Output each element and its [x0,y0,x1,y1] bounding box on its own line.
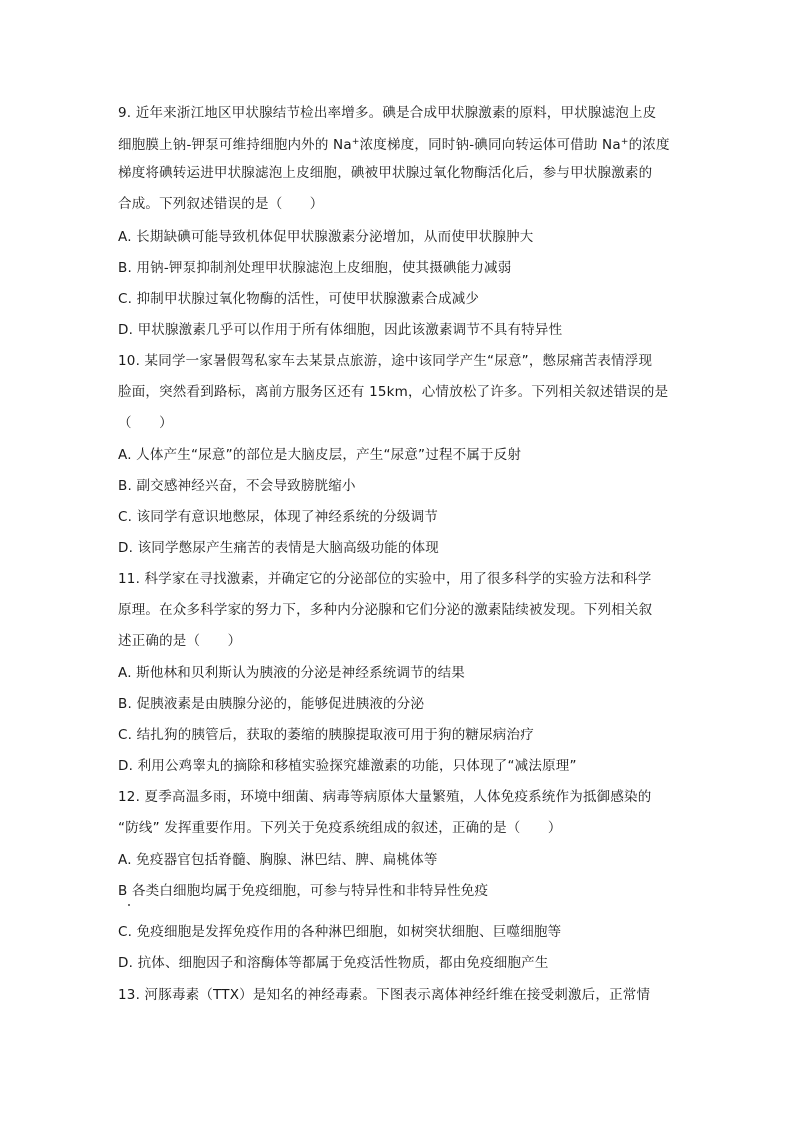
q9-option-b: B. 用钠-钾泵抑制剂处理甲状腺滤泡上皮细胞，使其摄碘能力减弱 [118,260,512,276]
q9-stem-line-3: 梯度将碘转运进甲状腺滤泡上皮细胞，碘被甲状腺过氧化物酶活化后，参与甲状腺激素的 [118,165,653,181]
q9-stem-line-2 [118,132,670,155]
q10-option-c: C. 该同学有意识地憋尿，体现了神经系统的分级调节 [118,509,439,525]
q9-stem-line-4: 合成。下列叙述错误的是（ ） [118,196,324,212]
stray-dot-mark [128,904,130,906]
q10-stem-line-2: 脸面，突然看到路标，离前方服务区还有 15km，心情放松了许多。下列相关叙述错误的是 [118,384,669,400]
q9-stem-line-2-part-1: 细胞膜上钠-钾泵可维持细胞内外的 Na [118,137,352,153]
q9-stem-line-2-part-2: 浓度梯度，同时钠-碘同向转运体可借助 Na [359,137,621,153]
sodium-charge-superscript-2: + [620,137,629,147]
q9-stem-line-2-part-3: 的浓度 [628,137,670,153]
q9-stem-line-1: 9. 近年来浙江地区甲状腺结节检出率增多。碘是合成甲状腺激素的原料，甲状腺滤泡上皮 [118,105,657,121]
q11-stem-line-1: 11. 科学家在寻找激素，并确定它的分泌部位的实验中，用了很多科学的实验方法和科学 [118,571,652,587]
q9-option-c: C. 抑制甲状腺过氧化物酶的活性，可使甲状腺激素合成减少 [118,291,480,307]
q10-option-a: A. 人体产生“尿意”的部位是大脑皮层，产生“尿意”过程不属于反射 [118,447,522,463]
q11-option-d: D. 利用公鸡睾丸的摘除和移植实验探究雄激素的功能，只体现了“减法原理” [118,758,577,774]
q12-option-a: A. 免疫器官包括脊髓、胸腺、淋巴结、脾、扁桃体等 [118,852,438,868]
q10-option-b: B. 副交感神经兴奋，不会导致膀胱缩小 [118,478,356,494]
q11-stem-line-2: 原理。在众多科学家的努力下，多种内分泌腺和它们分泌的激素陆续被发现。下列相关叙 [118,602,653,618]
q11-option-a: A. 斯他林和贝利斯认为胰液的分泌是神经系统调节的结果 [118,665,465,681]
q12-option-c: C. 免疫细胞是发挥免疫作用的各种淋巴细胞，如树突状细胞、巨噬细胞等 [118,924,562,940]
q12-stem-line-2: “防线” 发挥重要作用。下列关于免疫系统组成的叙述，正确的是（ ） [118,820,562,836]
q13-stem-line-1: 13. 河豚毒素（TTX）是知名的神经毒素。下图表示离体神经纤维在接受刺激后，正常情 [118,987,651,1003]
q12-option-d: D. 抗体、细胞因子和溶酶体等都属于免疫活性物质，都由免疫细胞产生 [118,955,549,971]
q11-option-c: C. 结扎狗的胰管后，获取的萎缩的胰腺提取液可用于狗的糖尿病治疗 [118,727,534,743]
q10-stem-line-3: （ ） [118,415,173,431]
q9-option-d: D. 甲状腺激素几乎可以作用于所有体细胞，因此该激素调节不具有特异性 [118,322,563,338]
sodium-charge-superscript-1: + [351,137,360,147]
q11-option-b: B. 促胰液素是由胰腺分泌的，能够促进胰液的分泌 [118,696,425,712]
q11-stem-line-3: 述正确的是（ ） [118,633,242,649]
q9-option-a: A. 长期缺碘可能导致机体促甲状腺激素分泌增加，从而使甲状腺肿大 [118,229,534,245]
q10-option-d: D. 该同学憋尿产生痛苦的表情是大脑高级功能的体现 [118,540,439,556]
q12-stem-line-1: 12. 夏季高温多雨，环境中细菌、病毒等病原体大量繁殖，人体免疫系统作为抵御感染的 [118,789,652,805]
q12-option-b: B 各类白细胞均属于免疫细胞，可参与特异性和非特异性免疫 [118,883,489,899]
q10-stem-line-1: 10. 某同学一家暑假驾私家车去某景点旅游，途中该同学产生“尿意”，憋尿痛苦表情浮现 [118,353,653,369]
